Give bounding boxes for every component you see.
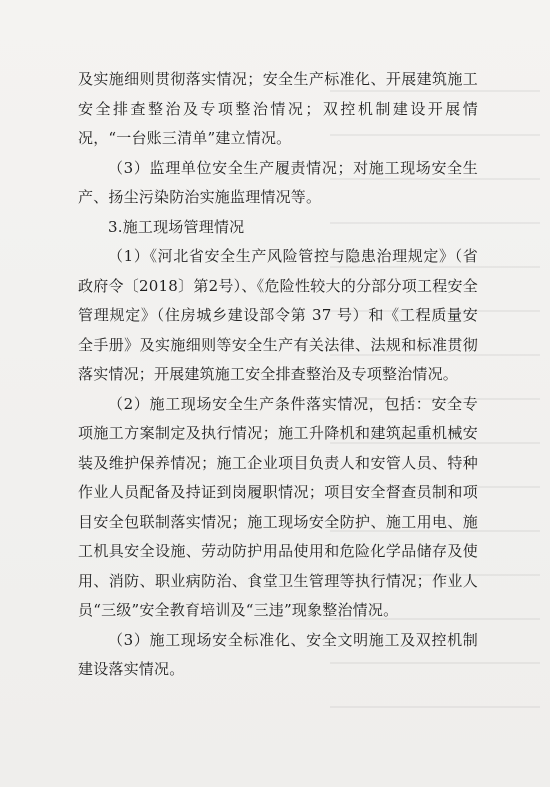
paragraph-continuation: 及实施细则贯彻落实情况；安全生产标准化、开展建筑施工安全排查整治及专项整治情况；双控机制建设开展情况，“一台账三清单”建立情况。	[78, 70, 478, 147]
paragraph-site-safety-conditions: （2）施工现场安全生产条件落实情况，包括：安全专项施工方案制定及执行情况；施工升降机和建筑起重机械安装及维护保养情况；施工企业项目负责人和安管人员、特种作业人员配备及持证到岗履职情况；项目安全督查员制和项目安全包联制落实情况；施工现场安全防护、施工用电、施工机具安全设施、劳动防护用品使用和危险化学品储存及使用、消防、职业病防治、食堂卫生管理等执行情况；作业人员“三级”安全教育培训及“三违”现象整治情况。	[78, 394, 478, 619]
paragraph-standardization: （3）施工现场安全标准化、安全文明施工及双控机制建设落实情况。	[78, 630, 478, 678]
paragraph-regulations-implementation: （1）《河北省安全生产风险管控与隐患治理规定》（省政府令〔2018〕第2号）、《危险性较大的分部分项工程安全管理规定》（住房城乡建设部令第 37 号）和《工程质量安全手册》及实施细则等安全生产有关法律、法规和标准贯彻落实情况；开展建筑施工安全排查整治及专项整治情况。	[78, 247, 478, 383]
document-body	[78, 65, 478, 685]
paragraph-supervision-duty: （3）监理单位安全生产履责情况；对施工现场安全生产、扬尘污染防治实施监理情况等。	[78, 158, 478, 206]
section-heading-site-management: 3.施工现场管理情况	[108, 217, 245, 236]
